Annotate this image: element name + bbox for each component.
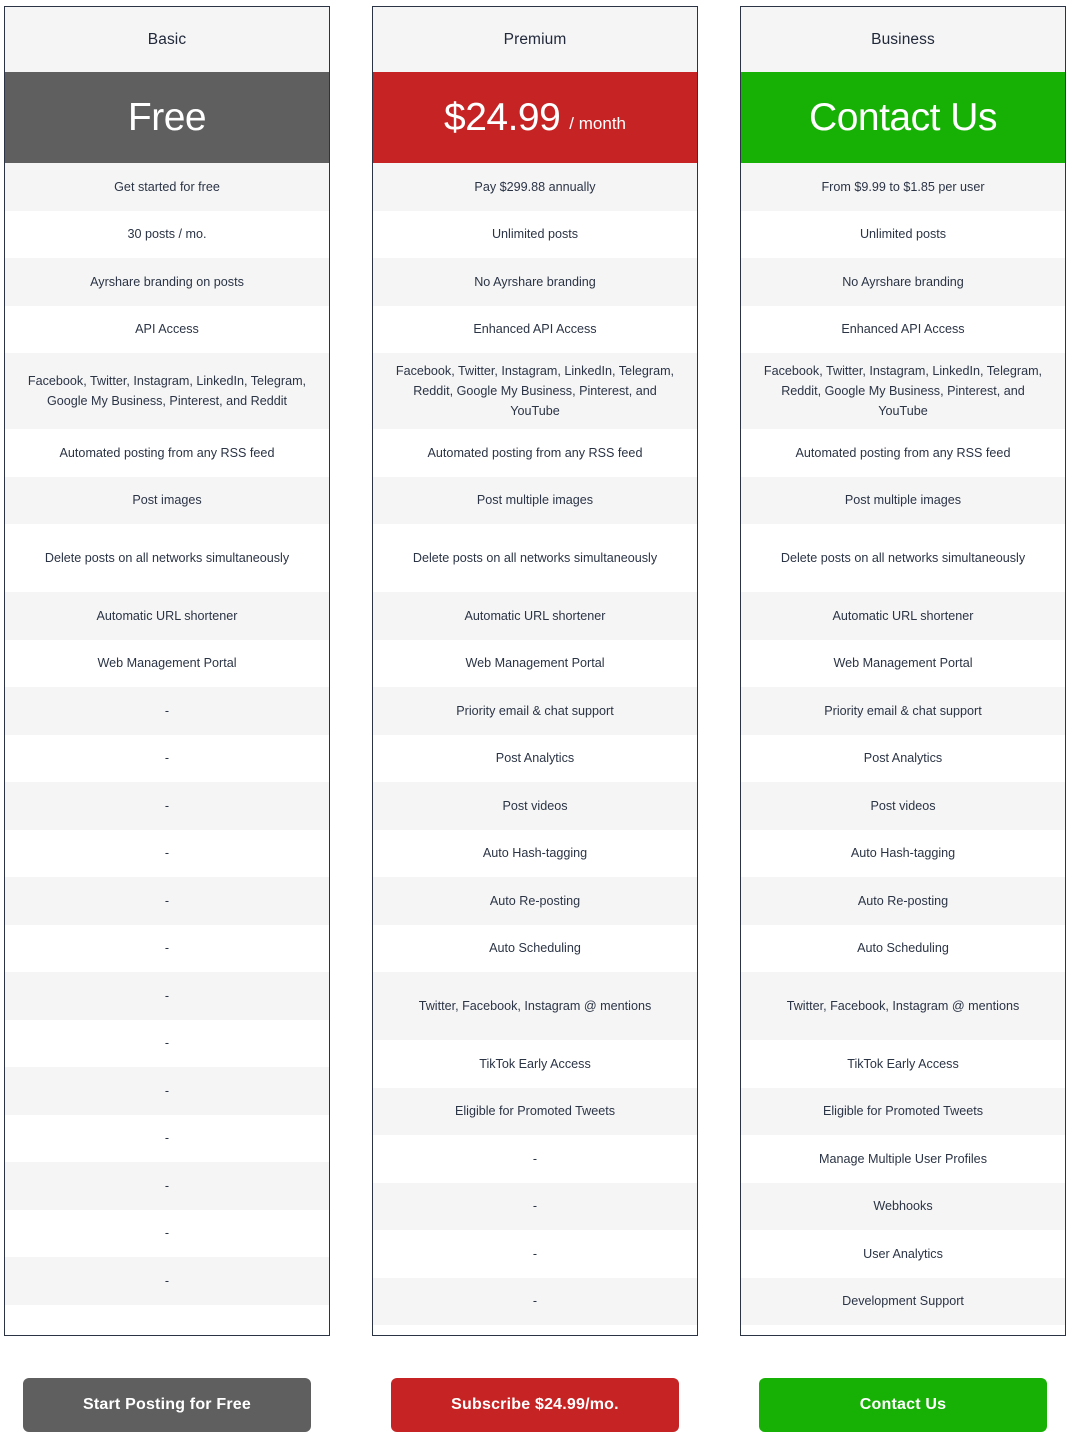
feature-row: Auto Hash-tagging <box>373 830 697 878</box>
feature-row: No Ayrshare branding <box>373 258 697 306</box>
feature-row: Facebook, Twitter, Instagram, LinkedIn, Telegram, Google My Business, Pinterest, and Reddit <box>5 353 329 429</box>
feature-row: Get started for free <box>5 163 329 211</box>
cta-slot-basic <box>4 1378 330 1438</box>
feature-row: Ayrshare branding on posts <box>5 258 329 306</box>
feature-row: - <box>5 782 329 830</box>
feature-row: - <box>373 1135 697 1183</box>
feature-row: - <box>5 1067 329 1115</box>
feature-row: Automatic URL shortener <box>5 592 329 640</box>
feature-row: Development Support <box>741 1278 1065 1326</box>
start-posting-for-free-button[interactable]: Start Posting for Free <box>23 1378 311 1432</box>
plan-card-business[interactable] <box>740 6 1066 1336</box>
feature-row: Priority email & chat support <box>741 687 1065 735</box>
feature-row: Auto Hash-tagging <box>741 830 1065 878</box>
feature-row: - <box>373 1230 697 1278</box>
feature-row: - <box>5 1257 329 1305</box>
feature-row: Web Management Portal <box>373 640 697 688</box>
feature-row: - <box>5 735 329 783</box>
feature-row: Eligible for Promoted Tweets <box>373 1088 697 1136</box>
feature-list-business <box>741 163 1065 1335</box>
feature-row: Unlimited posts <box>373 211 697 259</box>
plan-card-basic[interactable] <box>4 6 330 1336</box>
feature-row: Delete posts on all networks simultaneously <box>373 524 697 592</box>
feature-row: TikTok Early Access <box>373 1040 697 1088</box>
cta-slot-premium <box>372 1378 698 1438</box>
price-banner-business <box>741 72 1065 163</box>
feature-row: Web Management Portal <box>5 640 329 688</box>
feature-row: Delete posts on all networks simultaneously <box>741 524 1065 592</box>
feature-row: Automatic URL shortener <box>373 592 697 640</box>
feature-row: - <box>5 972 329 1020</box>
feature-row: Unlimited posts <box>741 211 1065 259</box>
feature-row: Webhooks <box>741 1183 1065 1231</box>
feature-row: Post images <box>5 477 329 525</box>
feature-row: TikTok Early Access <box>741 1040 1065 1088</box>
price-amount-premium: $24.99 <box>444 96 561 139</box>
feature-row: Post Analytics <box>741 735 1065 783</box>
feature-row: Twitter, Facebook, Instagram @ mentions <box>741 972 1065 1040</box>
cta-button-row <box>0 1378 1070 1438</box>
price-amount-business: Contact Us <box>809 96 997 139</box>
feature-row: Post videos <box>373 782 697 830</box>
feature-row: - <box>373 1278 697 1326</box>
feature-row: Facebook, Twitter, Instagram, LinkedIn, Telegram, Reddit, Google My Business, Pinterest, and YouTube <box>373 353 697 429</box>
feature-row: Auto Re-posting <box>373 877 697 925</box>
feature-row: API Access <box>5 306 329 354</box>
feature-row: Auto Re-posting <box>741 877 1065 925</box>
feature-row: Enhanced API Access <box>373 306 697 354</box>
feature-row: From $9.99 to $1.85 per user <box>741 163 1065 211</box>
feature-row: Delete posts on all networks simultaneously <box>5 524 329 592</box>
feature-row: 30 posts / mo. <box>5 211 329 259</box>
plan-title-premium: Premium <box>373 7 697 72</box>
subscribe-button[interactable]: Subscribe $24.99/mo. <box>391 1378 679 1432</box>
price-banner-basic <box>5 72 329 163</box>
feature-row: - <box>5 830 329 878</box>
feature-row: No Ayrshare branding <box>741 258 1065 306</box>
feature-row: - <box>5 1210 329 1258</box>
feature-list-premium <box>373 163 697 1335</box>
feature-row: - <box>5 925 329 973</box>
feature-row: User Analytics <box>741 1230 1065 1278</box>
feature-row: - <box>5 1020 329 1068</box>
feature-row: Twitter, Facebook, Instagram @ mentions <box>373 972 697 1040</box>
plan-cards-row <box>0 6 1070 1336</box>
price-period-premium: / month <box>569 114 626 133</box>
feature-row: - <box>5 1115 329 1163</box>
feature-row: Eligible for Promoted Tweets <box>741 1088 1065 1136</box>
feature-row: Enhanced API Access <box>741 306 1065 354</box>
feature-row: Auto Scheduling <box>741 925 1065 973</box>
cta-slot-business <box>740 1378 1066 1438</box>
price-banner-premium <box>373 72 697 163</box>
feature-list-basic <box>5 163 329 1335</box>
feature-row: - <box>5 687 329 735</box>
feature-row: - <box>5 877 329 925</box>
plan-title-basic: Basic <box>5 7 329 72</box>
plan-card-premium[interactable] <box>372 6 698 1336</box>
feature-row: Post multiple images <box>373 477 697 525</box>
feature-row: Post videos <box>741 782 1065 830</box>
feature-row: Facebook, Twitter, Instagram, LinkedIn, Telegram, Reddit, Google My Business, Pinterest, and YouTube <box>741 353 1065 429</box>
feature-row: Post Analytics <box>373 735 697 783</box>
plan-title-business: Business <box>741 7 1065 72</box>
feature-row: Automated posting from any RSS feed <box>741 429 1065 477</box>
feature-row: Post multiple images <box>741 477 1065 525</box>
feature-row: Auto Scheduling <box>373 925 697 973</box>
feature-row: Web Management Portal <box>741 640 1065 688</box>
contact-us-button[interactable]: Contact Us <box>759 1378 1047 1432</box>
feature-row: Automated posting from any RSS feed <box>5 429 329 477</box>
feature-row: Automatic URL shortener <box>741 592 1065 640</box>
feature-row: - <box>5 1162 329 1210</box>
feature-row: Manage Multiple User Profiles <box>741 1135 1065 1183</box>
feature-row: Pay $299.88 annually <box>373 163 697 211</box>
feature-row: Priority email & chat support <box>373 687 697 735</box>
feature-row: Automated posting from any RSS feed <box>373 429 697 477</box>
price-amount-basic: Free <box>127 96 207 139</box>
feature-row: - <box>373 1183 697 1231</box>
